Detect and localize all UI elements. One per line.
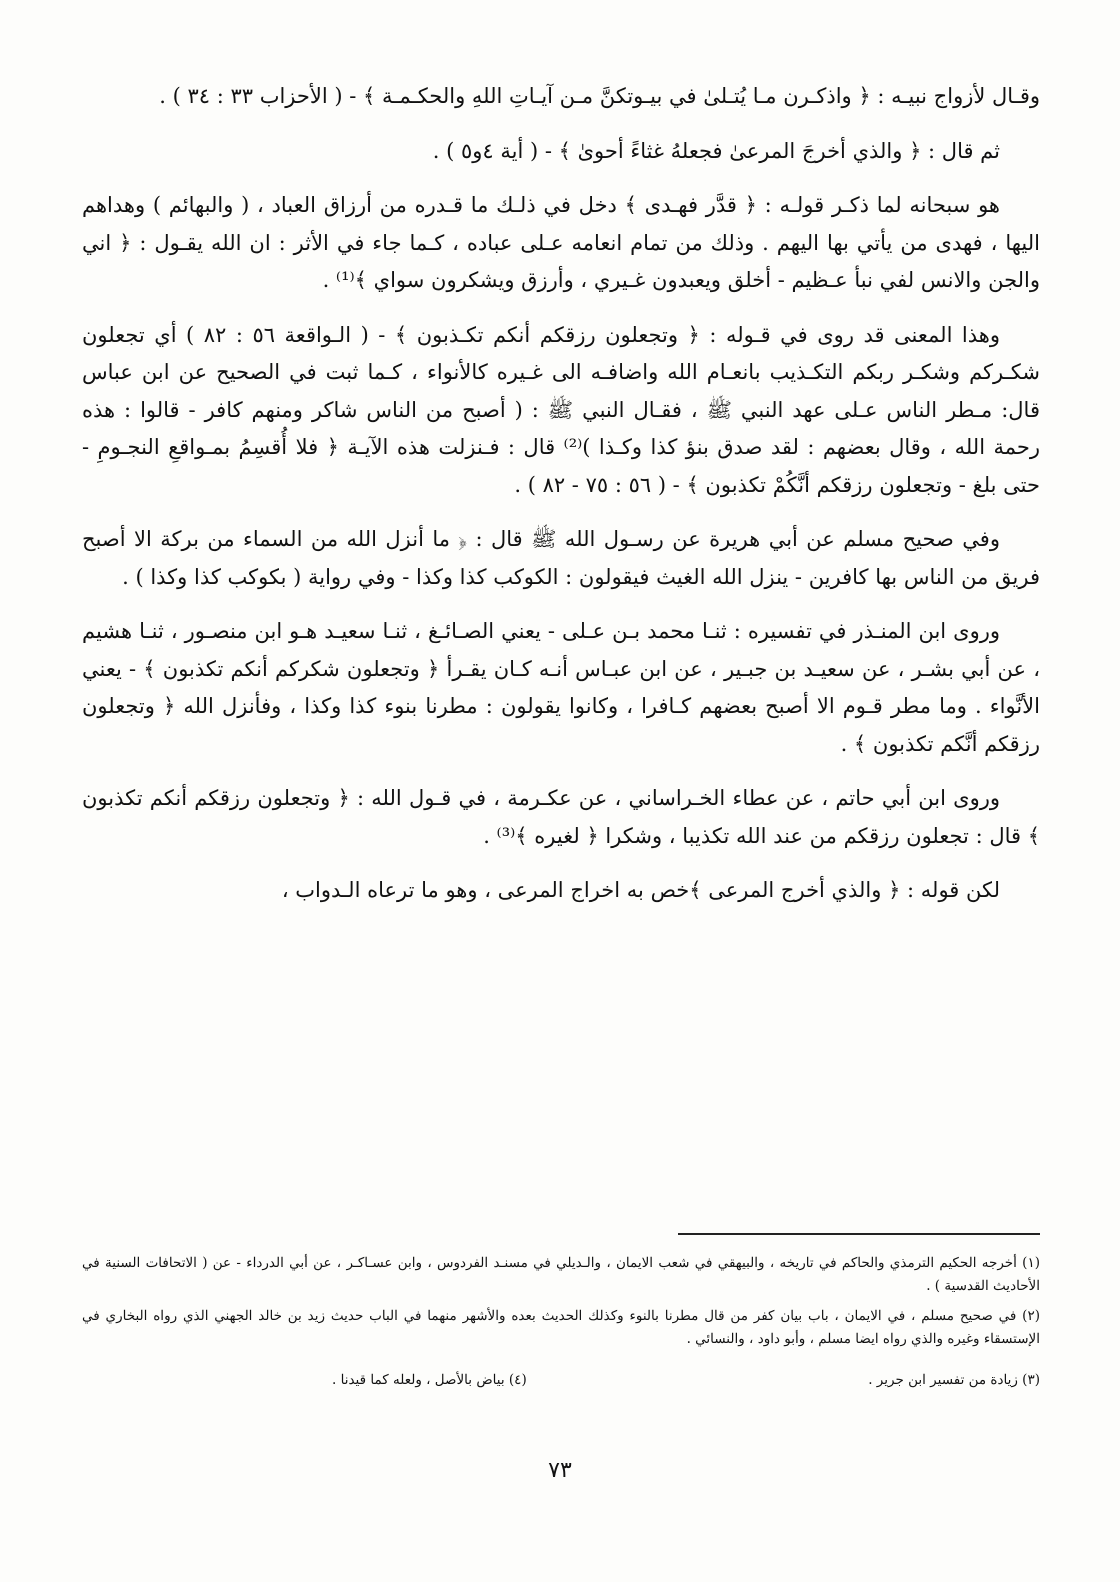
paragraph-6: وروى ابن المنـذر في تفسيره : ثنـا محمد بـن عـلى - يعني الصـائـغ ، ثنـا سعيـد هـو ابن منصـور ، ثنـا هشيم ، عن أبي بشـر ، عن سعيـد بن جبـير ، عن ابن عبـاس أنـه كـان يقـرأ ﴿ وتجعلون شكركم أنكم تكذبون ﴾ - يعني الأنَّواء . وما مطر قـوم الا أصبح بعضهم كـافرا ، وكانوا يقولون : مطرنا بنوء كذا وكذا ، وفأنزل الله ﴿ وتجعلون رزقكم أنَّكم تكذبون ﴾ . [82, 619, 1040, 756]
footnote-2: (٢) في صحيح مسلم ، في الايمان ، باب بيان كفر من قال مطرنا بالنوء وكذلك الحديث بعده والأشهر منهما في الباب حديث زيد بن خالد الجهني الذي رواه البخاري في الإستسقاء وغيره والذي رواه ايضا مسلم ، وأبو داود ، والنسائي . [82, 1308, 1040, 1347]
footnote-4: (٤) بياض بالأصل ، ولعله كما قيدنا . [332, 1372, 527, 1388]
page-number: ٧٣ [548, 1458, 572, 1483]
paragraph-5: وفي صحيح مسلم عن أبي هريرة عن رسـول الله ﷺ قال : ﴿ ما أنزل الله من السماء من بركة الا أصبح فريق من الناس بها كافرين - ينزل الله الغيث فيقولون : الكوكب كذا وكذا - وفي رواية ( بكوكب كذا وكذا ) . [82, 527, 1040, 589]
footnotes [82, 1252, 1040, 1392]
paragraph-1: وقـال لأزواج نبيـه : ﴿ واذكـرن مـا يُتـلىٰ في بيـوتكنَّ مـن آيـاتِ اللهِ والحكـمـة ﴾ - ( الأحزاب ٣٣ : ٣٤ ) . [159, 84, 1040, 108]
footnote-divider [678, 1233, 1040, 1235]
paragraph-8: لكن قوله : ﴿ والذي أخرج المرعى ﴾خص به اخراج المرعى ، وهو ما ترعاه الـدواب ، [281, 878, 1000, 902]
paragraph-4: وهذا المعنى قد روى في قـوله : ﴿ وتجعلون رزقكم أنكم تكـذبون ﴾ - ( الـواقعة ٥٦ : ٨٢ ) أي تجعلون شكـركم وشكـر ربكم التكـذيب بانعـام الله واضافـه الى غـيره كالأنواء ، كـما ثبت في الصحيح عن ابن عباس قال: مـطر الناس عـلى عهد النبي ﷺ ، فقـال النبي ﷺ : ( أصبح من الناس شاكر ومنهم كافر - قالوا : هذه رحمة الله ، وقال بعضهم : لقد صدق بنؤ كذا وكـذا )⁽²⁾ قال : فـنزلت هذه الآيـة ﴿ فلا أُقسِمُ بمـواقعِ النجـومِ - حتى بلغ - وتجعلون رزقكم أنَّكُمْ تكذبون ﴾ - ( ٥٦ : ٧٥ - ٨٢ ) . [82, 322, 1040, 497]
paragraph-7: وروى ابن أبي حاتم ، عن عطاء الخـراساني ، عن عكـرمة ، في قـول الله : ﴿ وتجعلون رزقكم أنكم تكذبون ﴾ قال : تجعلون رزقكم من عند الله تكذيبا ، وشكرا ﴿ لغيره ﴾⁽³⁾ . [82, 786, 1040, 848]
main-text [82, 78, 1040, 927]
footnote-row [82, 1369, 1040, 1392]
paragraph-3: هو سبحانه لما ذكـر قولـه : ﴿ قدَّر فهـدى ﴾ دخل في ذلـك ما قـدره من أرزاق العباد ، ( والبهائم ) وهداهم اليها ، فهدى من يأتي بها اليهم . وذلك من تمام انعامه عـلى عباده ، كـما جاء في الأثر : ان الله يقـول : ﴿ اني والجن والانس لفي نبأ عـظيم - أخلق ويعبدون غـيري ، وأرزق ويشكرون سواي ﴾⁽¹⁾ . [82, 193, 1040, 292]
footnote-1: (١) أخرجه الحكيم الترمذي والحاكم في تاريخه ، والبيهقي في شعب الايمان ، والـديلي في مسنـد الفردوس ، وابن عسـاكـر ، عن أبي الدرداء - عن ( الاتحافات السنية في الأحاديث القدسية ) . [82, 1255, 1040, 1294]
footnote-3: (٣) زيادة من تفسير ابن جرير . [868, 1372, 1040, 1388]
paragraph-2: ثم قال : ﴿ والذي أخرجَ المرعىٰ فجعلهُ غثاءً أحوىٰ ﴾ - ( أية ٤و٥ ) . [432, 138, 1000, 163]
